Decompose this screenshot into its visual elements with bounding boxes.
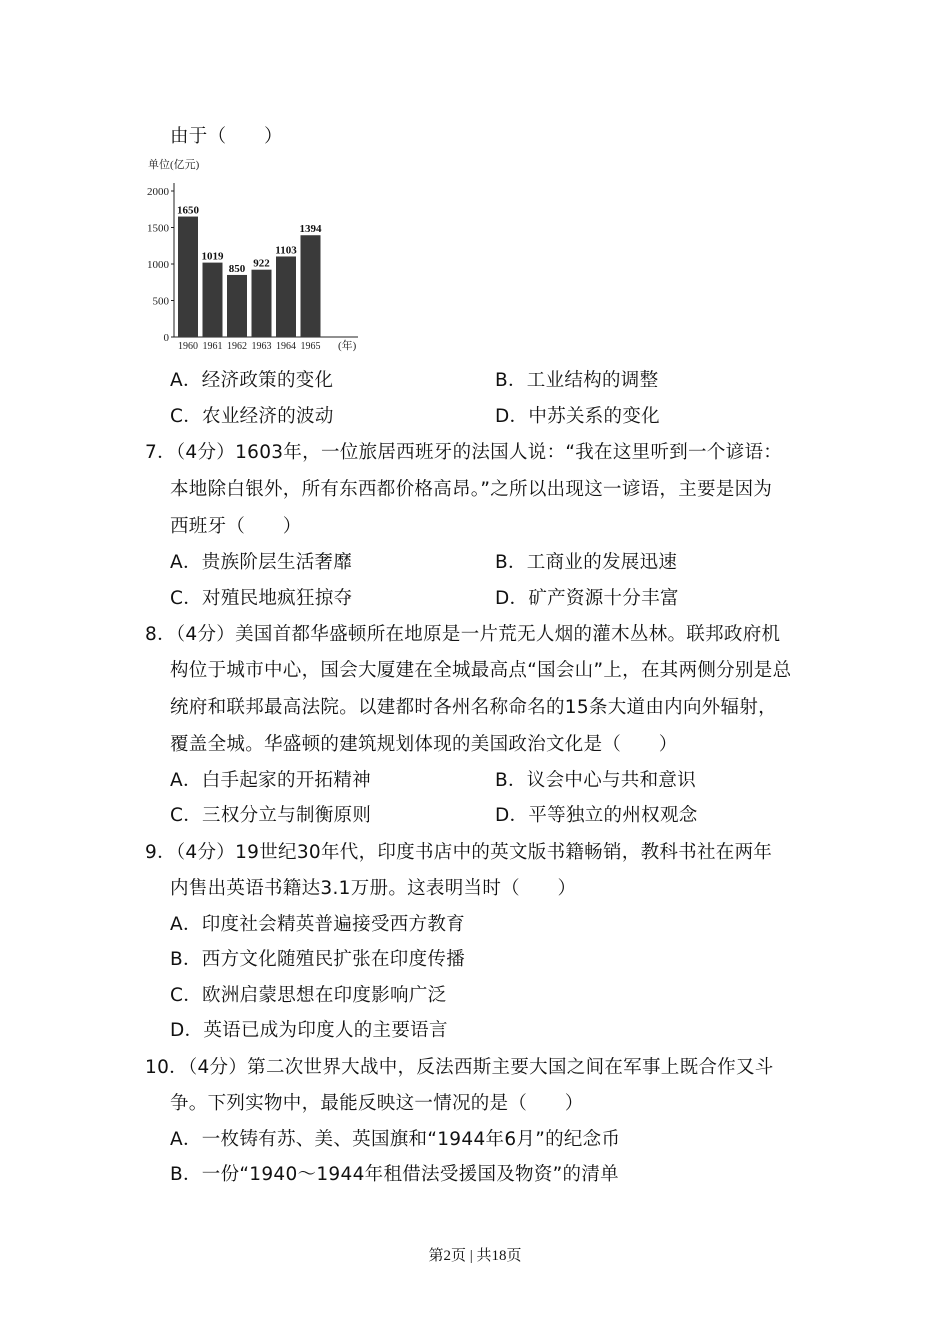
q8-option-b: B．议会中心与共和意识: [495, 770, 696, 791]
q9-option-b: B．西方文化随殖民扩张在印度传播: [170, 949, 465, 970]
q10-option-b: B．一份“1940～1944年租借法受援国及物资”的清单: [170, 1164, 619, 1185]
q6-option-c: C．农业经济的波动: [170, 406, 334, 427]
q7-option-b: B．工商业的发展迅速: [495, 552, 678, 573]
x-axis-label: (年): [338, 340, 357, 352]
x-ticks: [178, 341, 321, 352]
q7-option-d: D．矿产资源十分丰富: [495, 588, 679, 609]
q6-option-b: B．工业结构的调整: [495, 370, 659, 391]
bar-value-label: 1103: [275, 244, 297, 257]
x-tick-label: 1962: [227, 341, 247, 352]
bar-value-label: 850: [228, 262, 246, 275]
q8-option-a: A．白手起家的开拓精神: [170, 770, 371, 791]
q10-stem-line2: 争。下列实物中，最能反映这一情况的是（ ）: [170, 1093, 584, 1114]
q7-stem-line2: 本地除白银外，所有东西都价格高昂。”之所以出现这一谚语，主要是因为: [170, 479, 773, 500]
q7-stem-line3: 西班牙（ ）: [170, 516, 302, 537]
bar-1961: [203, 263, 223, 337]
y-tick-label: 0: [163, 332, 169, 344]
y-tick-label: 500: [152, 295, 169, 308]
q8-stem-line4: 覆盖全城。华盛顿的建筑规划体现的美国政治文化是（ ）: [170, 734, 678, 755]
q8-option-c: C．三权分立与制衡原则: [170, 805, 372, 826]
y-tick-label: 1500: [147, 222, 169, 235]
q10-option-a: A．一枚铸有苏、美、英国旗和“1944年6月”的纪念币: [170, 1129, 621, 1150]
bar-1962: [227, 275, 247, 337]
q7-option-a: A．贵族阶层生活奢靡: [170, 552, 353, 573]
x-tick-label: 1960: [178, 341, 198, 352]
bar-value-label: 1394: [299, 223, 322, 236]
x-tick-label: 1965: [300, 341, 321, 352]
y-tick-label: 2000: [147, 186, 169, 198]
q6-option-d: D．中苏关系的变化: [495, 406, 660, 427]
q9-stem-line2: 内售出英语书籍达3.1万册。这表明当时（ ）: [170, 878, 577, 899]
q8-stem-line2: 构位于城市中心，国会大厦建在全城最高点“国会山”上，在其两侧分别是总: [170, 660, 792, 681]
bars: [177, 205, 322, 337]
q8-stem-line3: 统府和联邦最高法院。以建都时各州名称命名的15条大道由内向外辐射，: [170, 697, 777, 718]
page-footer: 第2页 | 共18页: [428, 1248, 522, 1264]
q10-stem-line1: 10．（4分）第二次世界大战中，反法西斯主要大国之间在军事上既合作又斗: [145, 1057, 774, 1078]
q9-stem-line1: 9．（4分）19世纪30年代，印度书店中的英文版书籍畅销，教科书社在两年: [145, 842, 773, 863]
q8-option-d: D．平等独立的州权观念: [495, 805, 698, 826]
x-tick-label: 1964: [276, 341, 296, 352]
q8-stem-line1: 8．（4分）美国首都华盛顿所在地原是一片荒无人烟的灌木丛林。联邦政府机: [145, 624, 781, 645]
bar-1963: [252, 270, 272, 337]
bar-value-label: 1019: [201, 250, 224, 263]
bar-value-label: 1650: [177, 204, 199, 217]
q6-option-a: A．经济政策的变化: [170, 370, 334, 391]
q6-stem-tail: 由于（ ）: [170, 126, 283, 147]
bar-1964: [276, 256, 296, 337]
q9-option-a: A．印度社会精英普遍接受西方教育: [170, 914, 465, 935]
chart-unit-label: 单位(亿元): [148, 159, 200, 171]
q7-stem-line1: 7．（4分）1603年，一位旅居西班牙的法国人说：“我在这里听到一个谚语：: [145, 442, 783, 463]
x-tick-label: 1963: [251, 341, 272, 352]
x-tick-label: 1961: [202, 341, 223, 352]
q9-option-d: D．英语已成为印度人的主要语言: [170, 1020, 448, 1041]
y-tick-label: 1000: [147, 259, 169, 271]
bar-chart: [140, 155, 370, 355]
q9-option-c: C．欧洲启蒙思想在印度影响广泛: [170, 985, 447, 1006]
q7-option-c: C．对殖民地疯狂掠夺: [170, 588, 353, 609]
bar-value-label: 922: [253, 257, 270, 270]
bar-1965: [301, 235, 321, 337]
bar-1960: [178, 217, 198, 337]
y-ticks: [147, 186, 174, 344]
